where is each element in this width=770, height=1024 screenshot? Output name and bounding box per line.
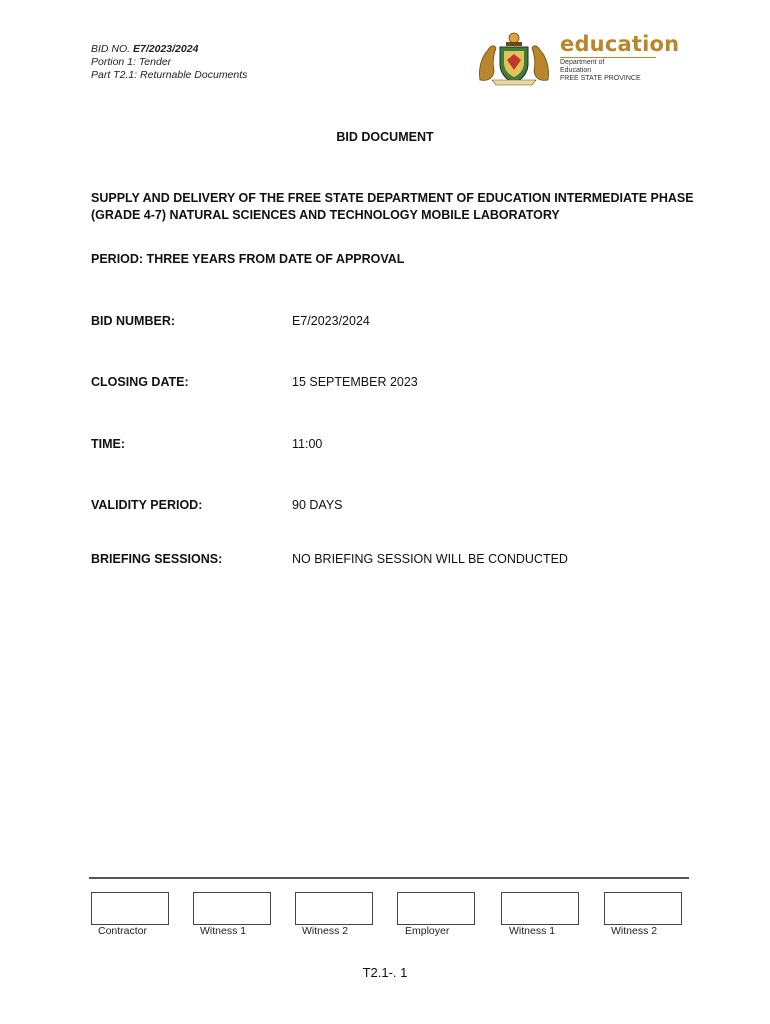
signature-label-witness-1-employer: Witness 1 [509, 925, 556, 937]
signature-label-witness-1: Witness 1 [200, 925, 247, 937]
field-value-closing-date: 15 SEPTEMBER 2023 [292, 375, 418, 389]
field-label-closing-date: CLOSING DATE: [91, 375, 189, 389]
logo-wordmark: education [560, 32, 680, 56]
signature-divider [89, 877, 689, 879]
field-value-validity-period: 90 DAYS [292, 498, 343, 512]
coat-of-arms-icon [474, 30, 554, 86]
logo-divider [560, 57, 656, 58]
signature-label-witness-2: Witness 2 [302, 925, 349, 937]
signature-label-witness-2-employer: Witness 2 [611, 925, 658, 937]
field-value-time: 11:00 [292, 437, 323, 451]
logo-sub-line-2: Education [560, 67, 592, 74]
signature-label-contractor: Contractor [98, 925, 148, 937]
field-value-briefing-sessions: NO BRIEFING SESSION WILL BE CONDUCTED [292, 552, 568, 566]
period-statement: PERIOD: THREE YEARS FROM DATE OF APPROVAL [91, 252, 405, 266]
document-title: BID DOCUMENT [336, 130, 434, 144]
header-meta [91, 43, 247, 82]
logo-sub-line-1: Department of [560, 59, 605, 66]
signature-box-contractor[interactable] [91, 892, 169, 925]
bid-no-line: BID NO. E7/2023/2024 [91, 43, 199, 55]
signature-box-witness-2[interactable] [295, 892, 373, 925]
field-label-validity-period: VALIDITY PERIOD: [91, 498, 203, 512]
field-label-briefing-sessions: BRIEFING SESSIONS: [91, 552, 223, 566]
signature-box-witness-1-employer[interactable] [501, 892, 579, 925]
portion-line: Portion 1: Tender [91, 56, 172, 68]
signature-box-witness-2-employer[interactable] [604, 892, 682, 925]
logo-sub-line-3: FREE STATE PROVINCE [560, 75, 641, 82]
part-line: Part T2.1: Returnable Documents [91, 69, 248, 81]
signature-box-employer[interactable] [397, 892, 475, 925]
bid-no: E7/2023/2024 [133, 43, 199, 55]
education-logo [474, 30, 680, 86]
signature-label-employer: Employer [405, 925, 450, 937]
field-value-bid-number: E7/2023/2024 [292, 314, 370, 328]
bid-description: SUPPLY AND DELIVERY OF THE FREE STATE DEPARTMENT OF EDUCATION INTERMEDIATE PHASE (GRADE 4-7) NATURAL SCIENCES AND TECHNOLOGY MOBILE LABORATORY [91, 191, 694, 222]
signature-box-witness-1[interactable] [193, 892, 271, 925]
page-number: T2.1-. 1 [362, 965, 408, 980]
field-label-time: TIME: [91, 437, 126, 451]
field-label-bid-number: BID NUMBER: [91, 314, 176, 328]
